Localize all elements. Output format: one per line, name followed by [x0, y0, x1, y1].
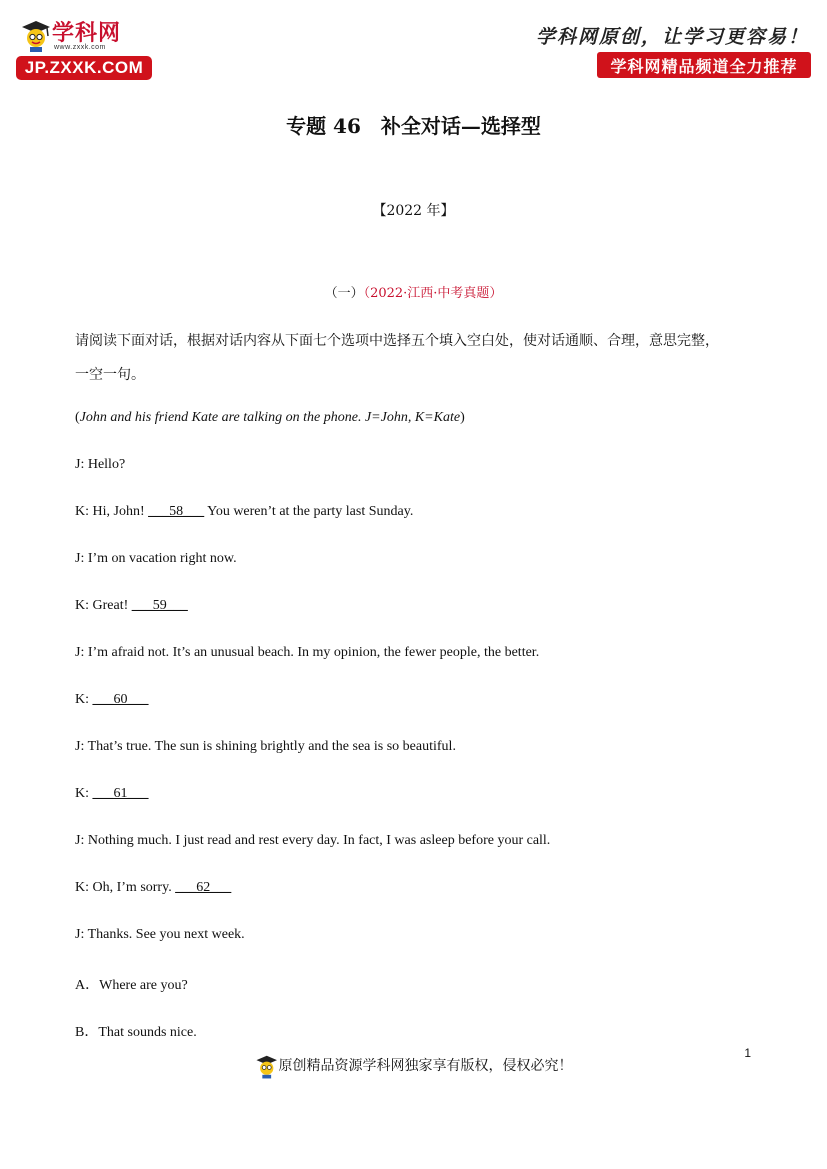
- line-text: K:: [75, 692, 93, 707]
- document-title: 专题 46 补全对话—选择型: [286, 114, 541, 138]
- dialogue-line: [75, 786, 149, 802]
- graduate-mascot-icon: [20, 18, 50, 52]
- option-a: A．Where are you?: [75, 978, 188, 993]
- dialogue-line: [75, 692, 149, 708]
- blank-62: ___62___: [175, 880, 232, 895]
- header-slogan: 学科网原创，让学习更容易！: [535, 26, 809, 48]
- page-number: 1: [744, 1046, 751, 1060]
- copyright-footer: [0, 1052, 827, 1080]
- dialogue-line: J: Thanks. See you next week.: [75, 927, 245, 942]
- blank-58: ___58___: [148, 504, 205, 519]
- line-text: You weren’t at the party last Sunday.: [204, 504, 414, 519]
- dialogue-line: J: I’m on vacation right now.: [75, 551, 237, 566]
- logo-url: www.zxxk.com: [54, 44, 106, 51]
- logo-badge[interactable]: JP.ZXXK.COM: [16, 56, 152, 80]
- blank-60: ___60___: [92, 692, 149, 707]
- blank-59: ___59___: [131, 598, 188, 613]
- line-text: K: Great!: [75, 598, 132, 613]
- header-banner[interactable]: 学科网精品频道全力推荐: [597, 52, 811, 78]
- line-text: K:: [75, 786, 93, 801]
- scene-close-paren: ): [460, 410, 465, 425]
- dialogue-line: [75, 598, 188, 614]
- scene-description: [75, 410, 465, 426]
- year-heading: 【2022 年】: [372, 203, 455, 219]
- instruction-line-2: 一空一句。: [75, 367, 145, 383]
- scene-open-paren: (: [75, 410, 80, 425]
- section-source: （2022·江西·中考真题）: [363, 286, 503, 301]
- copyright-text: 原创精品资源学科网独家享有版权，侵权必究！: [278, 1058, 573, 1074]
- section-prefix: （一）: [324, 286, 364, 301]
- line-text: K: Oh, I’m sorry.: [75, 880, 176, 895]
- dialogue-line: J: That’s true. The sun is shining brightly and the sea is so beautiful.: [75, 739, 456, 754]
- dialogue-line: J: I’m afraid not. It’s an unusual beach. In my opinion, the fewer people, the better.: [75, 645, 540, 660]
- dialogue-line: J: Hello?: [75, 457, 126, 472]
- dialogue-line: [75, 880, 231, 896]
- dialogue-line: J: Nothing much. I just read and rest every day. In fact, I was asleep before your call.: [75, 833, 551, 848]
- section-heading: [0, 282, 827, 301]
- dialogue-line: [75, 504, 413, 520]
- blank-61: ___61___: [92, 786, 149, 801]
- option-b: B．That sounds nice.: [75, 1025, 197, 1040]
- graduate-mascot-icon: [255, 1052, 277, 1080]
- instruction-line-1: 请阅读下面对话，根据对话内容从下面七个选项中选择五个填入空白处，使对话通顺、合理，意思完整，: [75, 333, 719, 349]
- site-logo[interactable]: [16, 14, 156, 84]
- scene-text: John and his friend Kate are talking on the phone. J=John, K=Kate: [79, 410, 461, 425]
- logo-title: 学科网: [52, 21, 122, 46]
- line-text: K: Hi, John!: [75, 504, 149, 519]
